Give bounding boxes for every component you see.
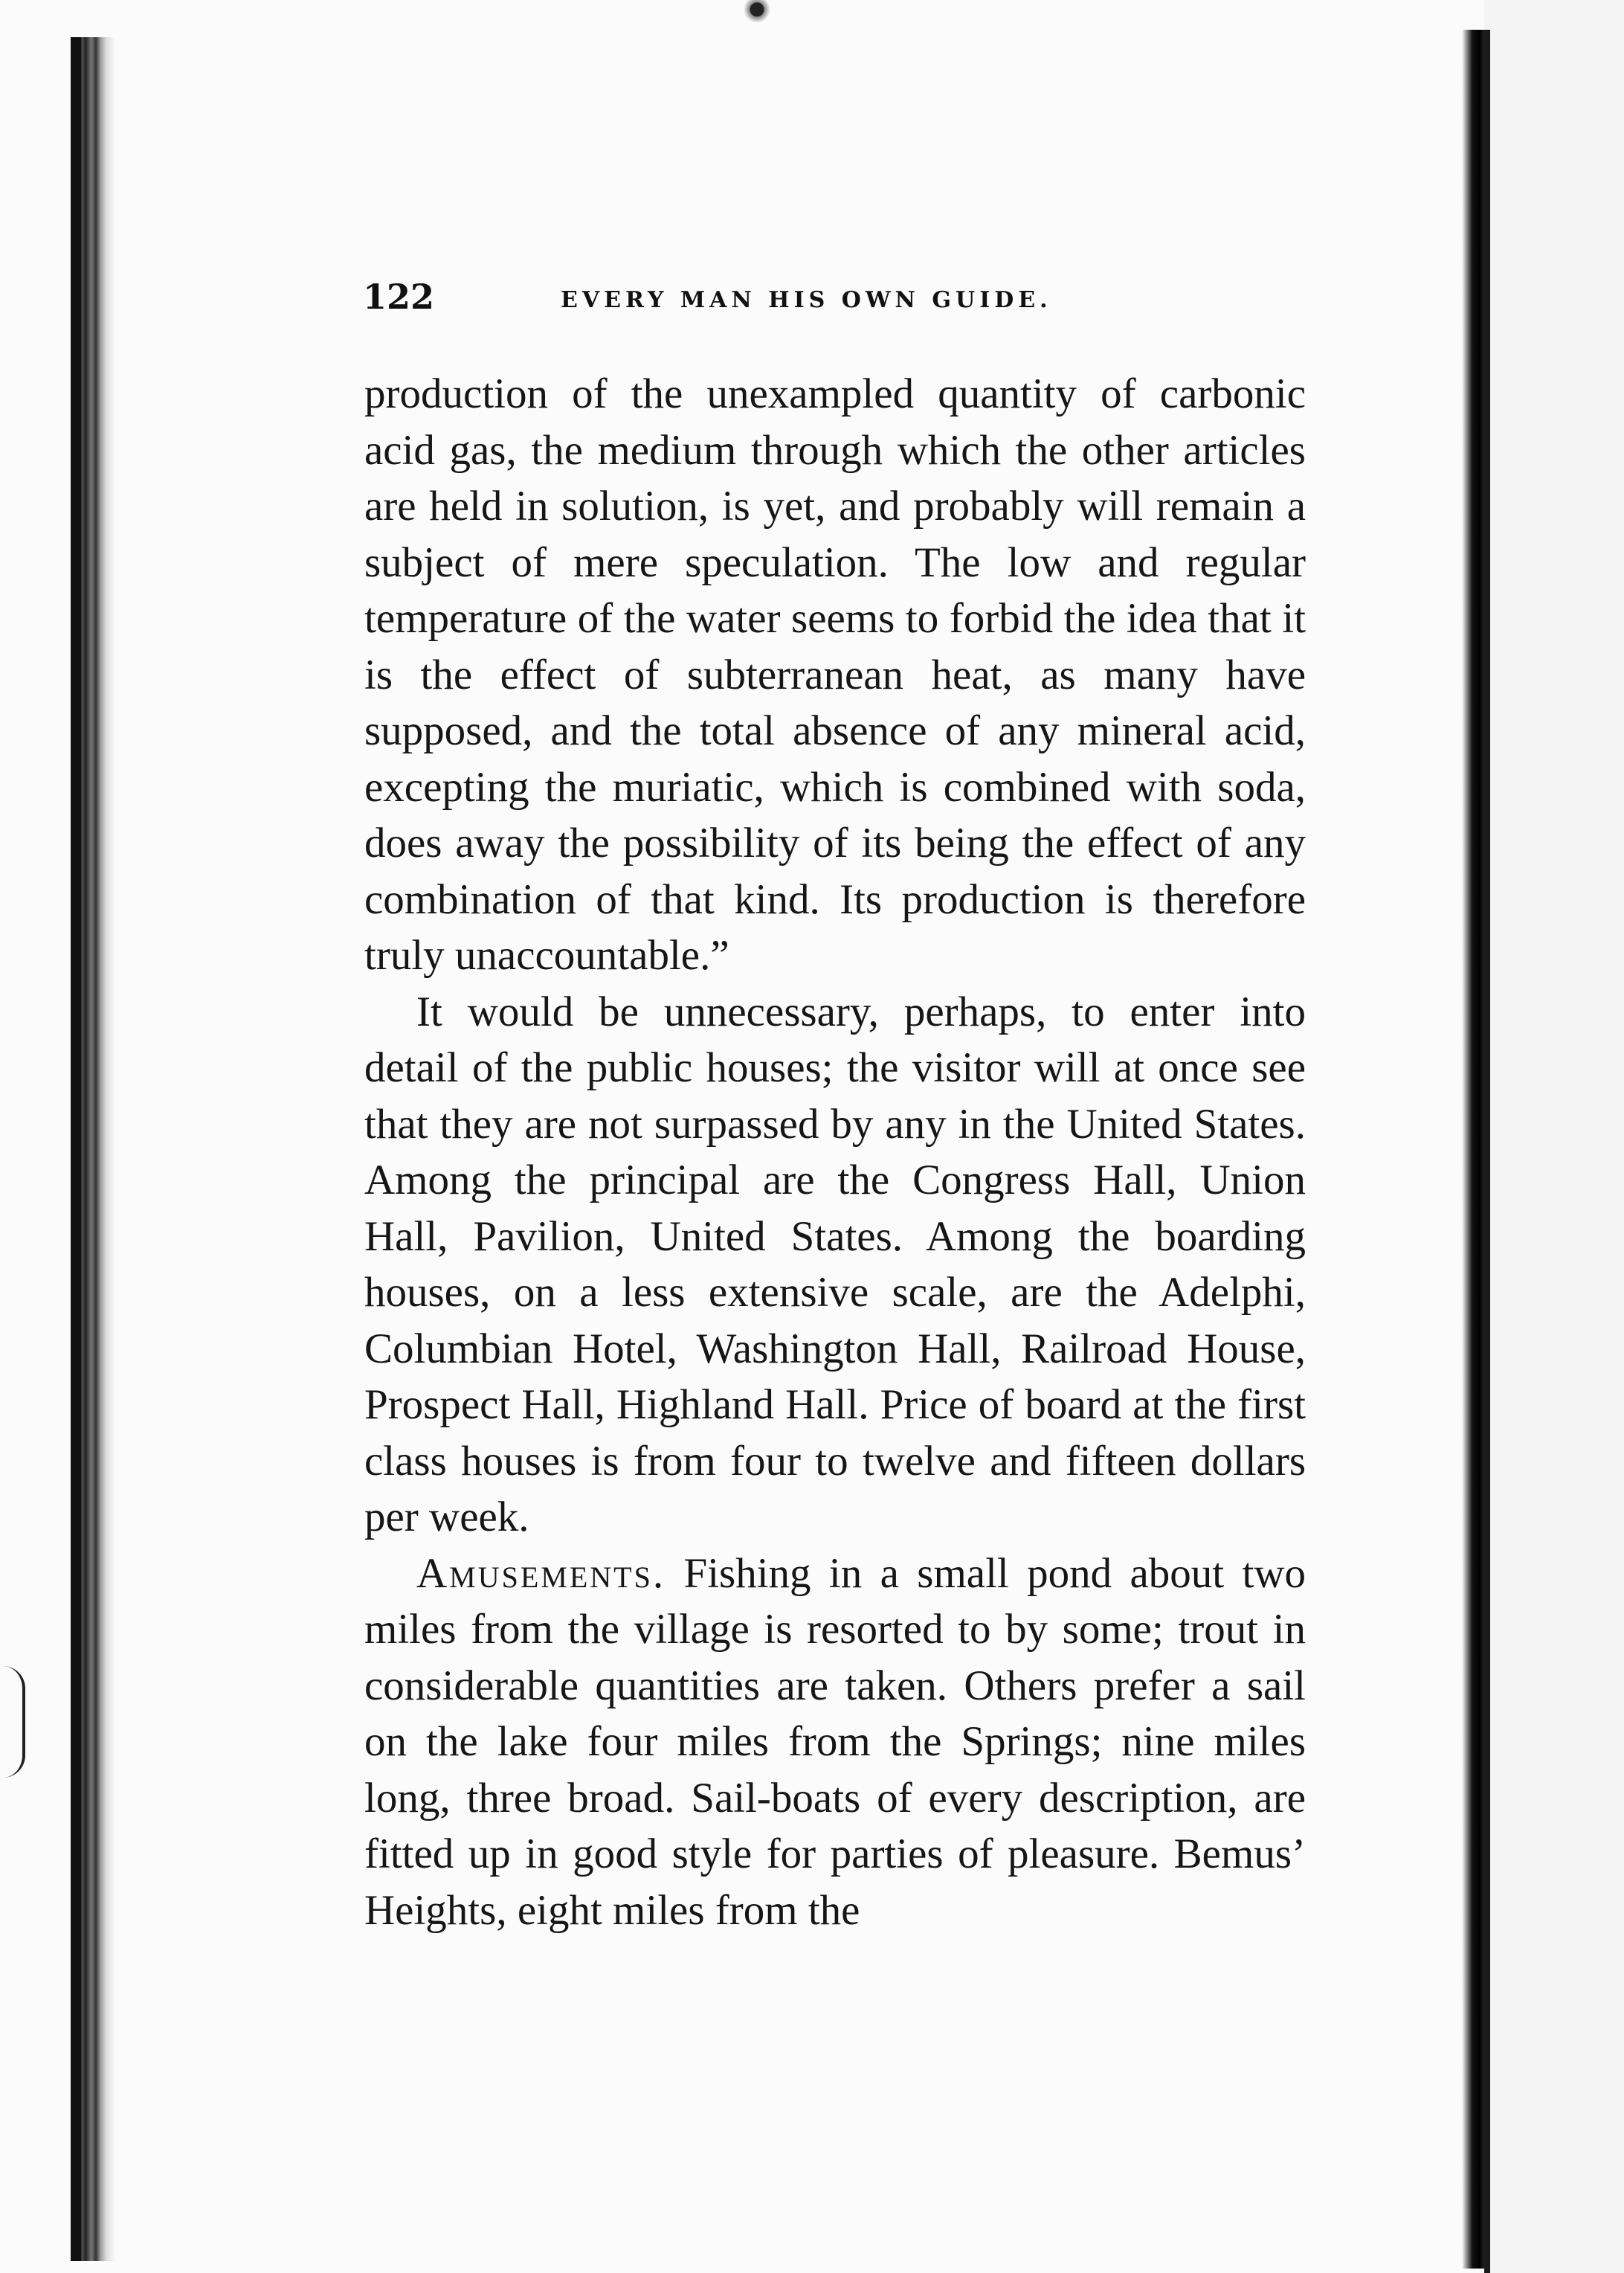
body-text — [364, 366, 1306, 1938]
running-title: EVERY MAN HIS OWN GUIDE. — [561, 287, 1052, 313]
paragraph-3 — [364, 1546, 1306, 1939]
page-number: 122 — [363, 277, 435, 317]
page-notch — [0, 1666, 25, 1778]
page-right-edge — [1462, 30, 1484, 2269]
paragraph-3-text: Fishing in a small pond about two miles from the village is resorted to by some; trout in considerable quantities are taken. Others prefer a sail on the lake four miles from the Springs; nine miles long, three broad. Sail-boats of every description, are fitted up in good style for parties of pleasure. Bemus’ Heights, eight miles from the — [364, 1549, 1306, 1934]
adjacent-page-edge — [1484, 30, 1490, 2273]
scan-blemish — [741, 0, 773, 24]
running-head — [363, 277, 1404, 336]
section-lead: Amusements. — [416, 1549, 666, 1597]
adjacent-page-margin — [1484, 0, 1624, 2273]
paragraph-1: production of the unexampled quantity of carbonic acid gas, the medium through which the other articles are held in solution, is yet, and probably will remain a subject of mere speculation. The low and regular temperature of the water seems to forbid the idea that it is the effect of subterranean heat, as many have supposed, and the total absence of any mineral acid, excepting the muriatic, which is combined with soda, does away the possibility of its being the effect of any combination of that kind. Its production is therefore truly unaccountable.” — [364, 370, 1306, 979]
book-binding-edge — [71, 37, 115, 2261]
paragraph-2: It would be unnecessary, perhaps, to enter into detail of the public houses; the visitor will at once see that they are not surpassed by any in the United States. Among the principal are the Congress Hall, Union Hall, Pavilion, United States. Among the boarding houses, on a less extensive scale, are the Adelphi, Columbian Hotel, Washington Hall, Railroad House, Prospect Hall, Highland Hall. Price of board at the first class houses is from four to twelve and fifteen dollars per week. — [364, 988, 1306, 1540]
